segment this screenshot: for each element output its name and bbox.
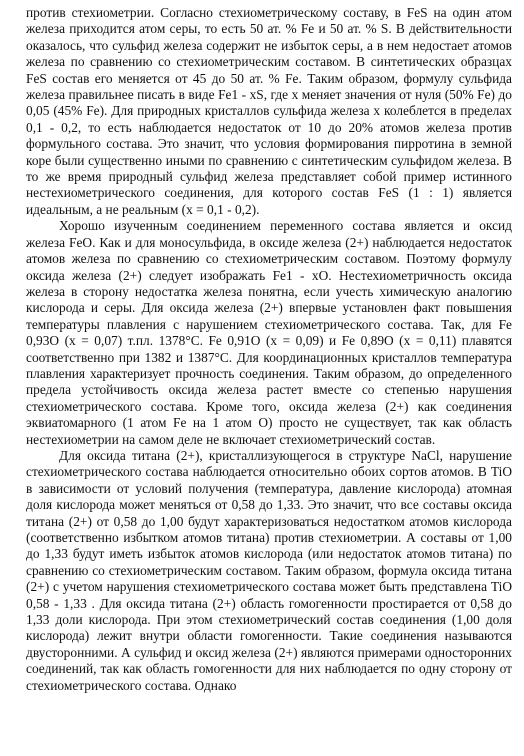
paragraph-fes-nonstoichiometry: против стехиометрии. Согласно стехиометрическому составу, в FeS на один атом железа приходится атом серы, то есть 50 ат. % Fe и 50 ат. % S. В действительности оказалось, что сульфид железа содержит не избыток серы, а в нем недостает атомов железа по сравнению со стехиометрическим составом. В синтетических образцах FeS состав его меняется от 45 до 50 ат. % Fe. Таким образом, формулу сульфида железа правильнее писать в виде Fe1 - xS, где x меняет значения от нуля (50% Fe) до 0,05 (45% Fe). Для природных кристаллов сульфида железа x колеблется в пределах 0,1 - 0,2, то есть наблюдается недостаток от 10 до 20% атомов железа против формульного состава. Это значит, что условия формирования пирротина в земной коре были существенно иными по сравнению с синтетическим сульфидом железа. В то же время природный сульфид железа представляет собой пример истинного нестехиометрического соединения, для которого состав FeS (1 : 1) является идеальным, а не реальным (x = 0,1 - 0,2). bbox=[26, 5, 512, 217]
paragraph-feo-oxide: Хорошо изученным соединением переменного состава является и оксид железа FeO. Как и для моносульфида, в оксиде железа (2+) наблюдается недостаток атомов железа по сравнению со стехиометрическим составом. Поэтому формулу оксида железа (2+) следует изображать Fe1 - xO. Нестехиометричность оксида железа в сторону недостатка железа понятна, если учесть химическую аналогию кислорода и серы. Для оксида железа (2+) впервые установлен факт повышения температуры плавления с нарушением стехиометрического состава. Так, для Fe 0,93O (x = 0,07) т.пл. 1378°С. Fe 0,91O (x = 0,09) и Fe 0,89O (x = 0,11) плавятся соответственно при 1382 и 1387°С. Для координационных кристаллов температура плавления характеризует прочность соединения. Таким образом, до определенного предела устойчивость оксида железа растет вместе со степенью нарушения стехиометрического состава. Кроме того, оксида железа (2+) как соединения эквиатомарного (1 атом Fe на 1 атом O) просто не существует, так как область нестехиометрии на самом деле не включает стехиометрический состав. bbox=[26, 218, 512, 447]
paragraph-tio-oxide: Для оксида титана (2+), кристаллизующегося в структуре NaCl, нарушение стехиометрического состава наблюдается относительно обоих сортов атомов. В TiO в зависимости от условий получения (температура, давление кислорода) атомная доля кислорода может меняться от 0,58 до 1,33. Это значит, что все составы оксида титана (2+) от 0,58 до 1,00 будут характеризоваться недостатком атомов кислорода (соответственно избытком атомов титана) против стехиометрии. А составы от 1,00 до 1,33 будут иметь избыток атомов кислорода (или недостаток атомов титана) по сравнению со стехиометрическим составом. Таким образом, формула оксида титана (2+) с учетом нарушения стехиометрического состава может быть представлена TiO 0,58 - 1,33 . Для оксида титана (2+) область гомогенности простирается от 0,58 до 1,33 доли кислорода. При этом стехиометрический состав соединения (1,00 доля кислорода) лежит внутри области гомогенности. Такие соединения называются двусторонними. А сульфид и оксид железа (2+) являются примерами односторонних соединений, так как область гомогенности для них наблюдается по одну сторону от стехиометрического состава. Однако bbox=[26, 447, 512, 693]
